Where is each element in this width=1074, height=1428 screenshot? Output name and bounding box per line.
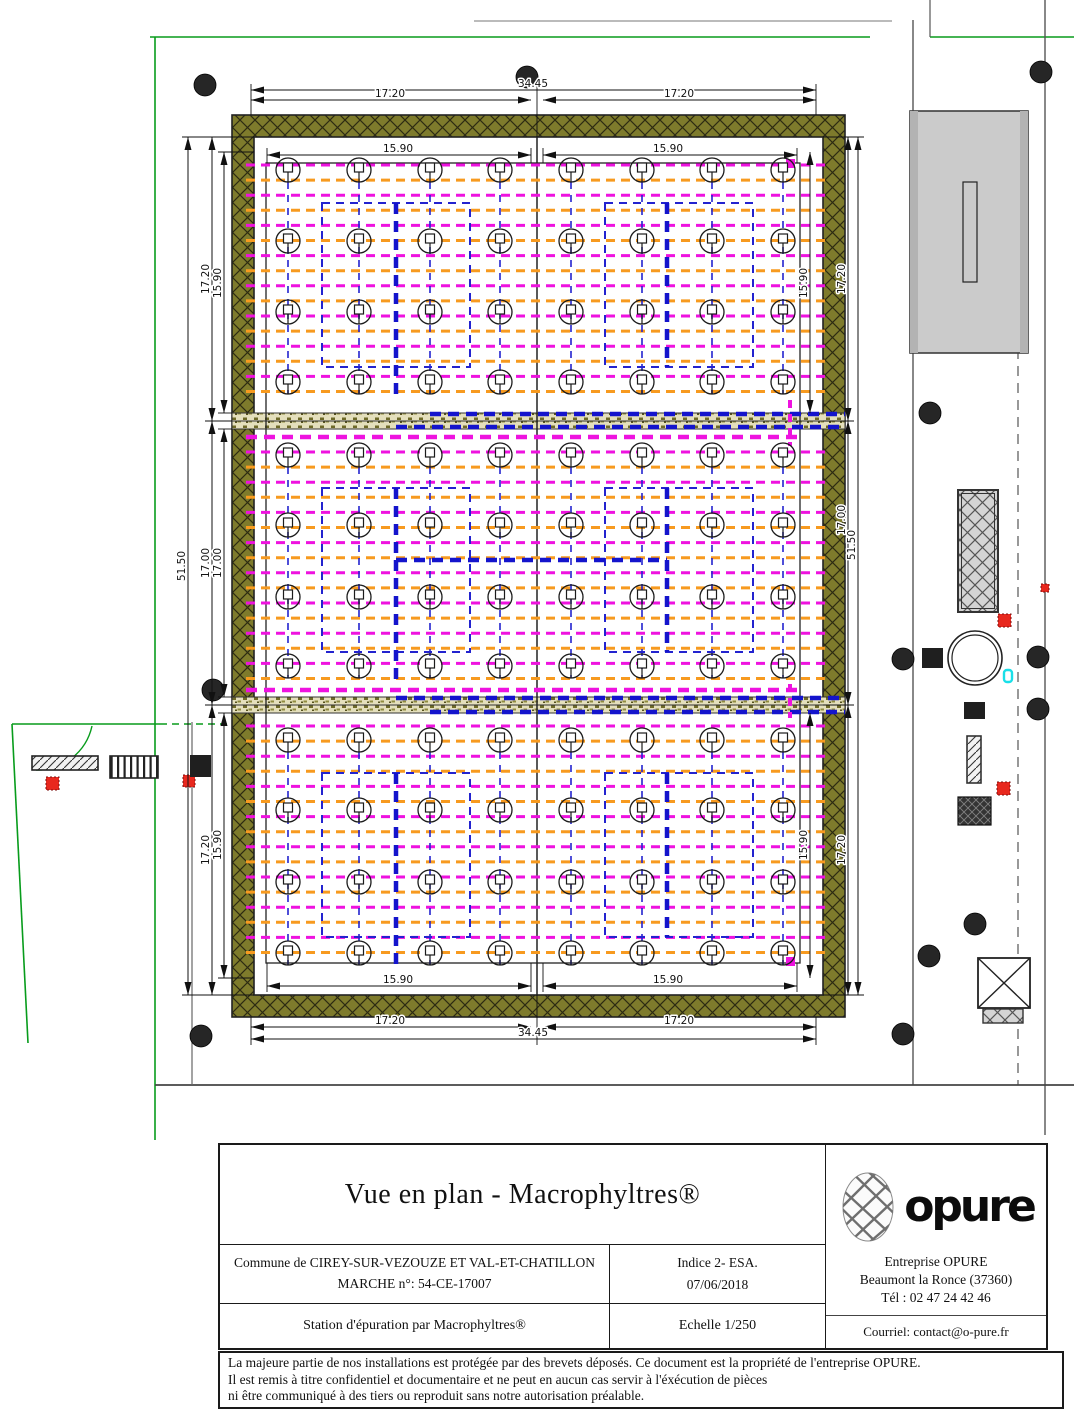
tree-icon (190, 1025, 212, 1047)
red-marker (46, 777, 59, 790)
dim-label: 15.90 (212, 829, 224, 861)
echelle-cell: Echelle 1/250 (610, 1304, 826, 1348)
dim-label: 17.20 (836, 834, 848, 866)
disclaimer-line1: La majeure partie de nos installations est protégée par des brevets déposés. Ce document est la propriété de l'entreprise OPURE. (228, 1355, 921, 1370)
title-block (218, 1143, 1048, 1350)
station-cell: Station d'épuration par Macrophyltres® (220, 1304, 610, 1348)
tree-icon (964, 913, 986, 935)
dim-label: 15.90 (798, 829, 810, 861)
disclaimer-line3: ni être communiqué à des tiers ou reproduit sans notre autorisation préalable. (228, 1388, 645, 1404)
building (910, 111, 1028, 353)
dim-label: 15.90 (652, 143, 684, 155)
dim-label: 17.00 (200, 547, 212, 579)
indice-cell (610, 1245, 826, 1304)
pinecone-logo-icon (838, 1167, 902, 1247)
red-marker (997, 782, 1010, 795)
red-marker (998, 614, 1011, 627)
cyan-marker (1004, 670, 1012, 682)
dimension (212, 713, 224, 978)
dimension (200, 137, 212, 421)
dim-label: 17.20 (663, 88, 695, 100)
red-marker (1041, 584, 1049, 592)
dim-label: 17.20 (374, 88, 406, 100)
dim-label: 51.50 (846, 529, 858, 561)
dimension (212, 429, 224, 697)
dim-label: 17.00 (836, 504, 848, 536)
basin-interior (254, 137, 823, 995)
hatched-tank (958, 490, 998, 612)
narrow-chamber (967, 736, 981, 783)
drawing-title: Vue en plan - Macrophyltres® (220, 1145, 826, 1245)
equipment-box (964, 702, 985, 719)
opure-logo (838, 1167, 1034, 1247)
company-email: Courriel: contact@o-pure.fr (826, 1315, 1046, 1340)
dim-label: 34.45 (517, 78, 549, 90)
tree-icon (202, 679, 224, 701)
dim-label: 17.00 (212, 547, 224, 579)
dim-label: 15.90 (382, 143, 414, 155)
dim-label: 17.20 (836, 263, 848, 295)
dim-label: 15.90 (798, 267, 810, 299)
dimension (176, 137, 188, 995)
commune-cell (220, 1245, 610, 1304)
dim-label: 17.20 (200, 263, 212, 295)
circular-tank (948, 631, 1002, 685)
date-line: 07/06/2018 (686, 1277, 749, 1292)
dimension (251, 78, 816, 90)
dim-label: 15.90 (652, 974, 684, 986)
marche-line: MARCHE n°: 54-CE-17007 (337, 1276, 492, 1291)
dim-label: 15.90 (382, 974, 414, 986)
tree-icon (1030, 61, 1052, 83)
tree-icon (892, 648, 914, 670)
company-info (860, 1253, 1013, 1308)
dimension (200, 421, 212, 705)
equipment-box (922, 648, 943, 668)
disclaimer-line2: Il est remis à titre confidentiel et documentaire et ne peut en aucun cas servir à l'éxécution de pièces (228, 1371, 768, 1387)
dimension (251, 1027, 816, 1039)
dimension (212, 152, 224, 413)
company-block (826, 1145, 1046, 1348)
opure-wordmark: opure (904, 1180, 1034, 1232)
x-structure (978, 958, 1030, 1023)
disclaimer-box (218, 1351, 1064, 1409)
dim-label: 15.90 (212, 267, 224, 299)
dim-label: 51.50 (176, 550, 188, 582)
company-phone: Tél : 02 47 24 42 46 (881, 1290, 991, 1306)
dim-label: 17.20 (374, 1015, 406, 1027)
tree-icon (1027, 646, 1049, 668)
dim-label: 17.20 (663, 1015, 695, 1027)
company-address: Beaumont la Ronce (37360) (859, 1271, 1013, 1287)
tree-icon (892, 1023, 914, 1045)
indice-line: Indice 2- ESA. (677, 1255, 758, 1271)
dimension (200, 705, 212, 995)
tree-icon (919, 402, 941, 424)
dim-label: 17.20 (200, 834, 212, 866)
company-name: Entreprise OPURE (884, 1253, 988, 1269)
tree-icon (194, 74, 216, 96)
tree-icon (1027, 698, 1049, 720)
tree-icon (918, 945, 940, 967)
dark-pit (958, 797, 991, 825)
dim-label: 34.45 (517, 1027, 549, 1039)
commune-line: Commune de CIREY-SUR-VEZOUZE ET VAL-ET-CHATILLON (234, 1255, 595, 1271)
